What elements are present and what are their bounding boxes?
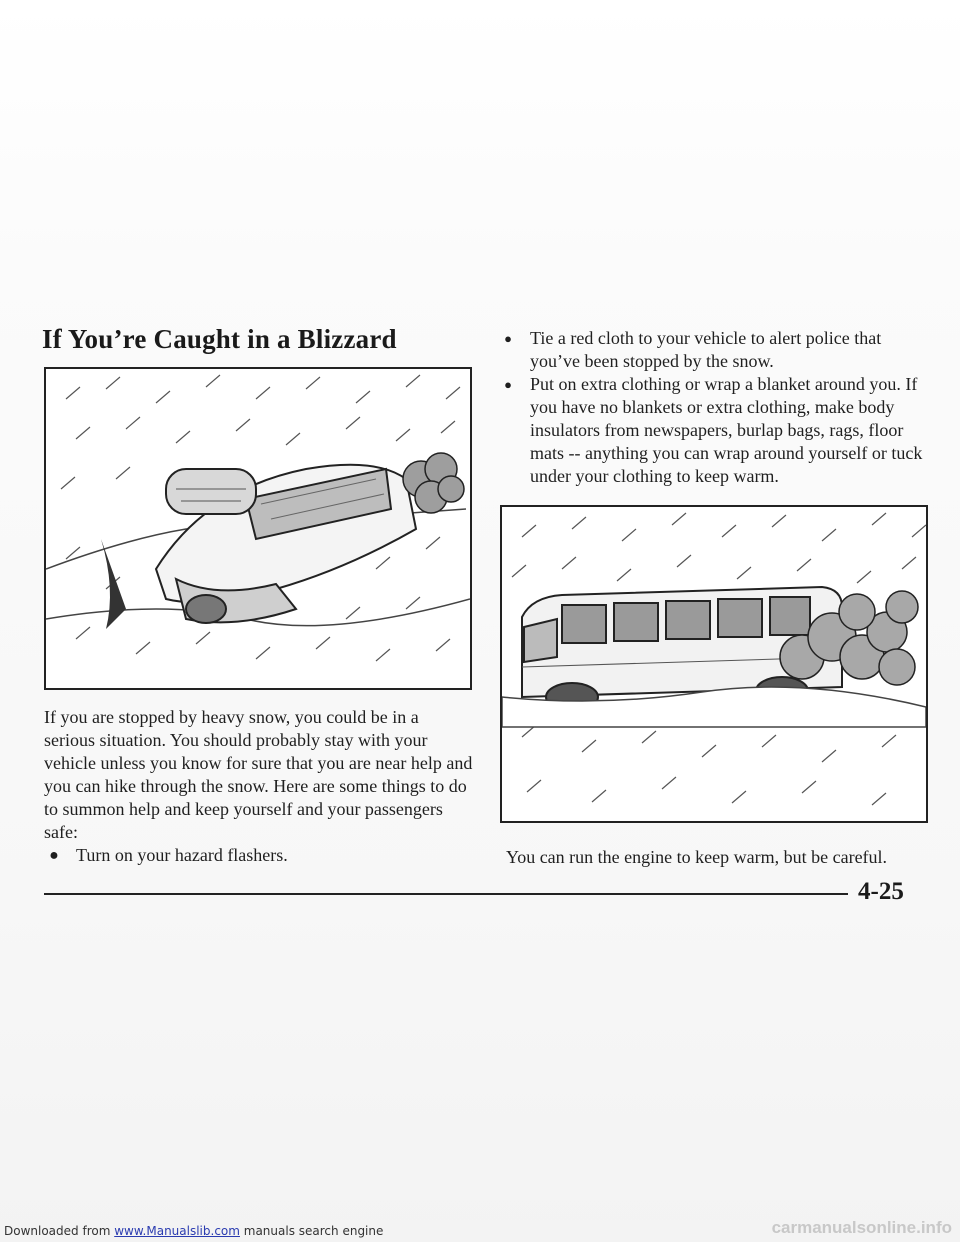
stuck-vehicle-drawing <box>46 369 470 688</box>
bullet-item-red-cloth <box>498 327 928 375</box>
intro-paragraph: If you are stopped by heavy snow, you could be in a serious situation. You should probably stay with your vehicle unless you know for sure that you are near help and you can hike through the snow. Here are some things to do to summon help and keep yourself and your passengers safe: <box>44 707 473 842</box>
bullet-icon: ● <box>504 331 512 346</box>
bullet-icon: ● <box>504 377 512 392</box>
blizzard-illustration-left <box>44 367 472 690</box>
bullet-text: Turn on your hazard flashers. <box>76 845 288 865</box>
page-number: 4-25 <box>858 878 904 905</box>
snow-drift-shadow <box>101 539 126 629</box>
right-caption: You can run the engine to keep warm, but be careful. <box>506 847 888 867</box>
download-footer <box>4 1224 383 1238</box>
bullet-item-extra-clothing <box>498 373 928 493</box>
blizzard-illustration-right <box>500 505 928 823</box>
bullet-text: Put on extra clothing or wrap a blanket around you. If you have no blankets or extra clothing, make body insulators from newspapers, burlap bags, rags, floor mats -- anything you can wrap around yourself or tuck under your clothing to keep warm. <box>530 374 923 486</box>
footer-prefix: Downloaded from <box>4 1224 115 1238</box>
watermark-text: carmanualsonline.info <box>771 1218 952 1237</box>
section-heading: If You’re Caught in a Blizzard <box>42 324 397 354</box>
snow-covered-car <box>156 465 416 623</box>
bullet-item-hazard-flashers <box>44 844 464 868</box>
van-in-snow-drawing <box>502 507 926 821</box>
manualslib-link[interactable]: www.Manualslib.com <box>114 1224 240 1238</box>
footer-rule <box>44 893 848 895</box>
footer-suffix: manuals search engine <box>239 1224 384 1238</box>
bullet-text: Tie a red cloth to your vehicle to alert police that you’ve been stopped by the snow. <box>530 328 882 371</box>
exhaust-cloud <box>403 453 464 513</box>
bullet-icon: ● <box>49 847 59 864</box>
